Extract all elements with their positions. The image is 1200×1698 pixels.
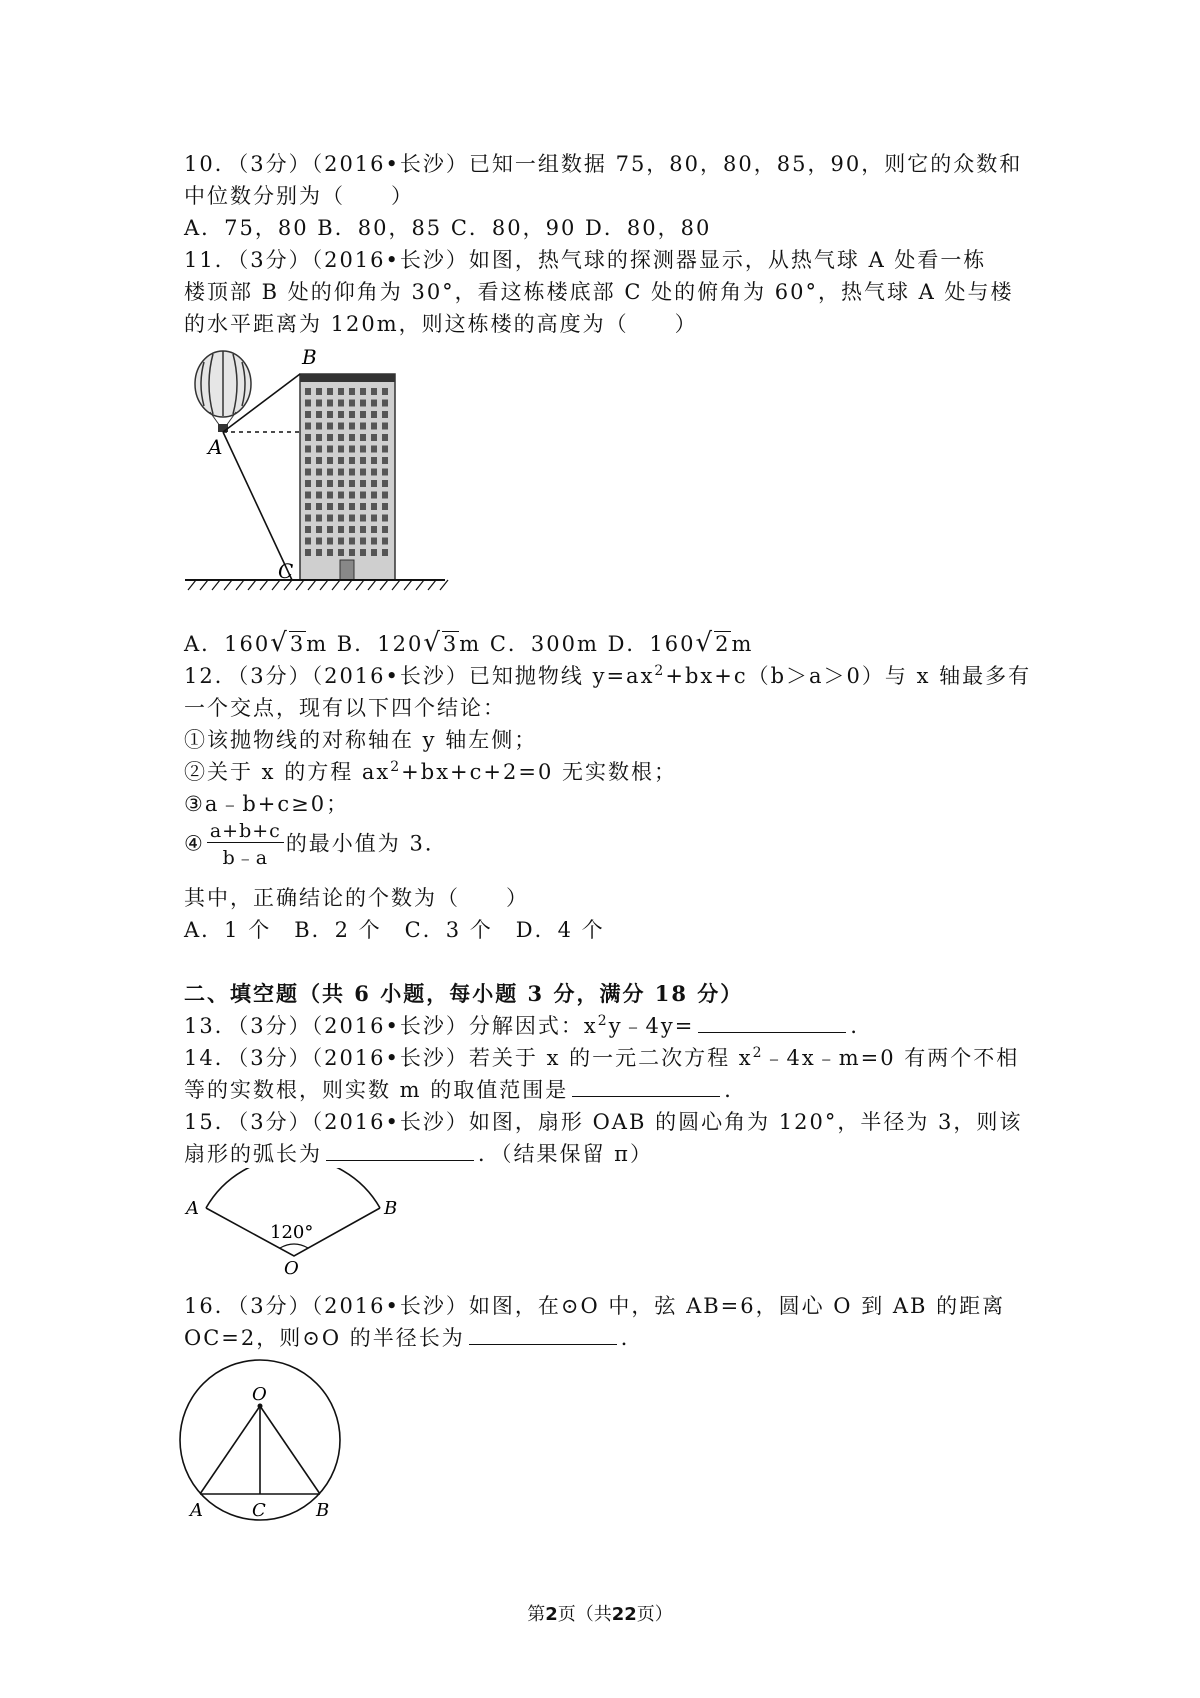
- window-mark: [382, 480, 388, 487]
- window-mark: [305, 549, 311, 556]
- window-mark: [349, 400, 355, 407]
- q14-line1: 14．（3分）（2016•长沙）若关于 x 的一元二次方程 $x^2﹣4x﹣m=0$ 有两个不相: [184, 1045, 1020, 1070]
- q11-label-b: B: [302, 346, 317, 369]
- window-mark: [305, 492, 311, 499]
- ground-hatch: [332, 580, 340, 590]
- q16-line1: 16．（3分）（2016•长沙）如图，在⊙O 中，弦 AB=6，圆心 O 到 AB 的距离: [184, 1294, 1006, 1318]
- window-mark: [305, 446, 311, 453]
- window-mark: [382, 526, 388, 533]
- window-mark: [382, 411, 388, 418]
- window-mark: [327, 480, 333, 487]
- window-mark: [316, 526, 322, 533]
- window-mark: [382, 469, 388, 476]
- window-mark: [360, 538, 366, 545]
- answer-blank[interactable]: [572, 1078, 720, 1097]
- window-mark: [349, 434, 355, 441]
- window-mark: [338, 423, 344, 430]
- window-mark: [360, 549, 366, 556]
- q15-label-a: A: [186, 1198, 199, 1219]
- window-mark: [360, 515, 366, 522]
- ground-hatch: [212, 580, 220, 590]
- window-mark: [316, 538, 322, 545]
- window-mark: [327, 503, 333, 510]
- q15-line1: 15．（3分）（2016•长沙）如图，扇形 OAB 的圆心角为 120°，半径为 3，则该: [184, 1110, 1023, 1134]
- ground-hatch: [320, 580, 328, 590]
- window-mark: [305, 503, 311, 510]
- answer-blank[interactable]: [469, 1326, 617, 1345]
- ground-hatch: [200, 580, 208, 590]
- window-mark: [360, 388, 366, 395]
- q11-label-c: C: [278, 559, 294, 583]
- window-mark: [305, 457, 311, 464]
- window-mark: [338, 400, 344, 407]
- window-mark: [382, 538, 388, 545]
- window-mark: [327, 457, 333, 464]
- window-mark: [360, 446, 366, 453]
- q16-circle-figure: [178, 1358, 378, 1538]
- ground-hatch: [344, 580, 352, 590]
- window-mark: [382, 434, 388, 441]
- window-mark: [360, 480, 366, 487]
- window-mark: [305, 423, 311, 430]
- window-mark: [360, 503, 366, 510]
- window-mark: [305, 469, 311, 476]
- window-mark: [382, 457, 388, 464]
- window-mark: [360, 423, 366, 430]
- window-mark: [338, 526, 344, 533]
- window-mark: [338, 469, 344, 476]
- window-mark: [360, 411, 366, 418]
- window-mark: [371, 480, 377, 487]
- q16-label-o: O: [252, 1384, 267, 1405]
- window-mark: [316, 492, 322, 499]
- window-mark: [371, 388, 377, 395]
- sqrt-a: √3: [270, 628, 306, 658]
- window-mark: [349, 457, 355, 464]
- window-mark: [382, 515, 388, 522]
- window-mark: [338, 388, 344, 395]
- window-mark: [371, 492, 377, 499]
- window-mark: [305, 526, 311, 533]
- window-mark: [382, 503, 388, 510]
- window-mark: [316, 469, 322, 476]
- q10-line1: 10．（3分）（2016•长沙）已知一组数据 75，80，80，85，90，则它的众数和: [184, 152, 1023, 176]
- window-mark: [327, 446, 333, 453]
- window-mark: [349, 411, 355, 418]
- ground-hatch: [404, 580, 412, 590]
- ground-hatch: [380, 580, 388, 590]
- window-mark: [338, 434, 344, 441]
- ground-hatch: [416, 580, 424, 590]
- window-mark: [316, 515, 322, 522]
- answer-blank[interactable]: [698, 1014, 846, 1033]
- window-mark: [338, 480, 344, 487]
- window-mark: [305, 538, 311, 545]
- page-footer: 第2页（共22页）: [527, 1604, 673, 1625]
- fraction: $\frac{a+b+c}{b﹣a}$: [207, 820, 284, 870]
- window-mark: [338, 515, 344, 522]
- window-mark: [338, 492, 344, 499]
- window-mark: [371, 538, 377, 545]
- window-mark: [382, 549, 388, 556]
- q13-line: 13．（3分）（2016•长沙）分解因式：$x^2y﹣4y=$ ．: [184, 1013, 874, 1038]
- balloon-icon: [195, 351, 251, 432]
- q11-figure: [180, 346, 460, 606]
- window-mark: [360, 492, 366, 499]
- answer-blank[interactable]: [326, 1142, 474, 1161]
- window-mark: [305, 480, 311, 487]
- ground-hatch: [368, 580, 376, 590]
- window-mark: [327, 538, 333, 545]
- q10-options: A．75，80 B．80，85 C．80，90 D．80，80: [184, 216, 712, 240]
- q11-line1: 11．（3分）（2016•长沙）如图，热气球的探测器显示，从热气球 A 处看一栋: [184, 248, 987, 272]
- window-mark: [316, 457, 322, 464]
- window-mark: [316, 434, 322, 441]
- window-mark: [349, 469, 355, 476]
- sqrt-b: √3: [423, 628, 459, 658]
- ground-hatch: [440, 580, 448, 590]
- ground-hatch: [392, 580, 400, 590]
- window-mark: [338, 538, 344, 545]
- window-mark: [349, 549, 355, 556]
- window-mark: [382, 423, 388, 430]
- q16-label-b: B: [316, 1500, 330, 1521]
- window-mark: [327, 515, 333, 522]
- window-mark: [327, 423, 333, 430]
- window-mark: [349, 538, 355, 545]
- window-mark: [349, 446, 355, 453]
- window-mark: [371, 446, 377, 453]
- window-mark: [371, 400, 377, 407]
- ground-hatch: [260, 580, 268, 590]
- window-mark: [371, 515, 377, 522]
- window-mark: [349, 423, 355, 430]
- window-mark: [360, 526, 366, 533]
- window-mark: [305, 388, 311, 395]
- window-mark: [327, 469, 333, 476]
- window-mark: [338, 549, 344, 556]
- window-mark: [305, 434, 311, 441]
- window-mark: [305, 411, 311, 418]
- window-mark: [349, 388, 355, 395]
- q12-question: 其中，正确结论的个数为（ ）: [184, 886, 529, 910]
- window-mark: [338, 457, 344, 464]
- ground-hatch: [356, 580, 364, 590]
- window-mark: [371, 457, 377, 464]
- window-mark: [316, 411, 322, 418]
- q15-sector-figure: [180, 1168, 420, 1278]
- q16-label-c: C: [252, 1500, 266, 1521]
- window-mark: [382, 446, 388, 453]
- window-mark: [349, 515, 355, 522]
- window-mark: [327, 549, 333, 556]
- window-mark: [316, 423, 322, 430]
- window-mark: [382, 400, 388, 407]
- window-mark: [382, 492, 388, 499]
- window-mark: [360, 434, 366, 441]
- window-mark: [371, 411, 377, 418]
- window-mark: [305, 515, 311, 522]
- window-mark: [327, 400, 333, 407]
- q16-line2: OC=2，则⊙O 的半径长为 ．: [184, 1326, 644, 1350]
- window-mark: [305, 400, 311, 407]
- window-mark: [327, 388, 333, 395]
- window-mark: [371, 434, 377, 441]
- window-mark: [327, 434, 333, 441]
- window-mark: [338, 503, 344, 510]
- q12-conclusion-4: ④ $\frac{a+b+c}{b﹣a}$ 的最小值为 3．: [184, 820, 448, 869]
- window-mark: [316, 388, 322, 395]
- window-mark: [371, 526, 377, 533]
- q14-line2: 等的实数根，则实数 m 的取值范围是 ．: [184, 1078, 748, 1102]
- q16-label-a: A: [190, 1500, 203, 1521]
- window-mark: [316, 400, 322, 407]
- q11-label-a: A: [208, 435, 223, 459]
- q12-line1: 12．（3分）（2016•长沙）已知抛物线 $y=ax^2+bx+c(b>a>0)$与 x 轴最多有: [184, 663, 1032, 688]
- window-mark: [360, 457, 366, 464]
- q12-conclusion-1: ①该抛物线的对称轴在 y 轴左侧；: [184, 728, 538, 752]
- ground-hatch: [236, 580, 244, 590]
- sqrt-d: √2: [695, 628, 731, 658]
- ground-hatch: [248, 580, 256, 590]
- window-mark: [360, 469, 366, 476]
- section-title: 二、填空题（共 6 小题，每小题 3 分，满分 18 分）: [184, 981, 744, 1006]
- q11-line3: 的水平距离为 120m，则这栋楼的高度为（ ）: [184, 312, 698, 336]
- q11-line2: 楼顶部 B 处的仰角为 30°，看这栋楼底部 C 处的俯角为 60°，热气球 A 处与楼: [184, 280, 1014, 304]
- window-mark: [382, 388, 388, 395]
- ground-hatch: [308, 580, 316, 590]
- window-mark: [327, 492, 333, 499]
- building-icon: [300, 374, 395, 580]
- q10-line2: 中位数分别为（ ）: [184, 184, 414, 208]
- window-mark: [349, 480, 355, 487]
- window-mark: [327, 411, 333, 418]
- window-mark: [349, 492, 355, 499]
- window-mark: [316, 503, 322, 510]
- window-mark: [316, 480, 322, 487]
- ground-hatch: [428, 580, 436, 590]
- window-mark: [371, 503, 377, 510]
- window-mark: [316, 446, 322, 453]
- window-mark: [371, 423, 377, 430]
- window-mark: [338, 411, 344, 418]
- ground-hatch: [188, 580, 196, 590]
- ground-hatch: [296, 580, 304, 590]
- q15-label-b: B: [384, 1198, 398, 1219]
- window-mark: [349, 503, 355, 510]
- q12-options: A．1 个 B．2 个 C．3 个 D．4 个: [184, 918, 605, 942]
- window-mark: [371, 549, 377, 556]
- window-mark: [338, 446, 344, 453]
- window-mark: [349, 526, 355, 533]
- q15-label-o: O: [284, 1258, 299, 1278]
- window-mark: [327, 526, 333, 533]
- ground-hatch: [224, 580, 232, 590]
- q12-line2: 一个交点，现有以下四个结论：: [184, 696, 506, 720]
- q15-angle-label: 120°: [270, 1222, 314, 1243]
- window-mark: [316, 549, 322, 556]
- window-mark: [360, 400, 366, 407]
- q11-options: A．160√3m B．120√3m C．300m D．160√2m: [184, 628, 754, 658]
- q12-conclusion-2: ②关于 x 的方程 $ax^2+bx+c+2=0$ 无实数根；: [184, 759, 677, 784]
- q12-conclusion-3: ③a﹣b+c≥0；: [184, 792, 350, 816]
- q15-line2: 扇形的弧长为 ．（结果保留 π）: [184, 1142, 653, 1166]
- window-mark: [371, 469, 377, 476]
